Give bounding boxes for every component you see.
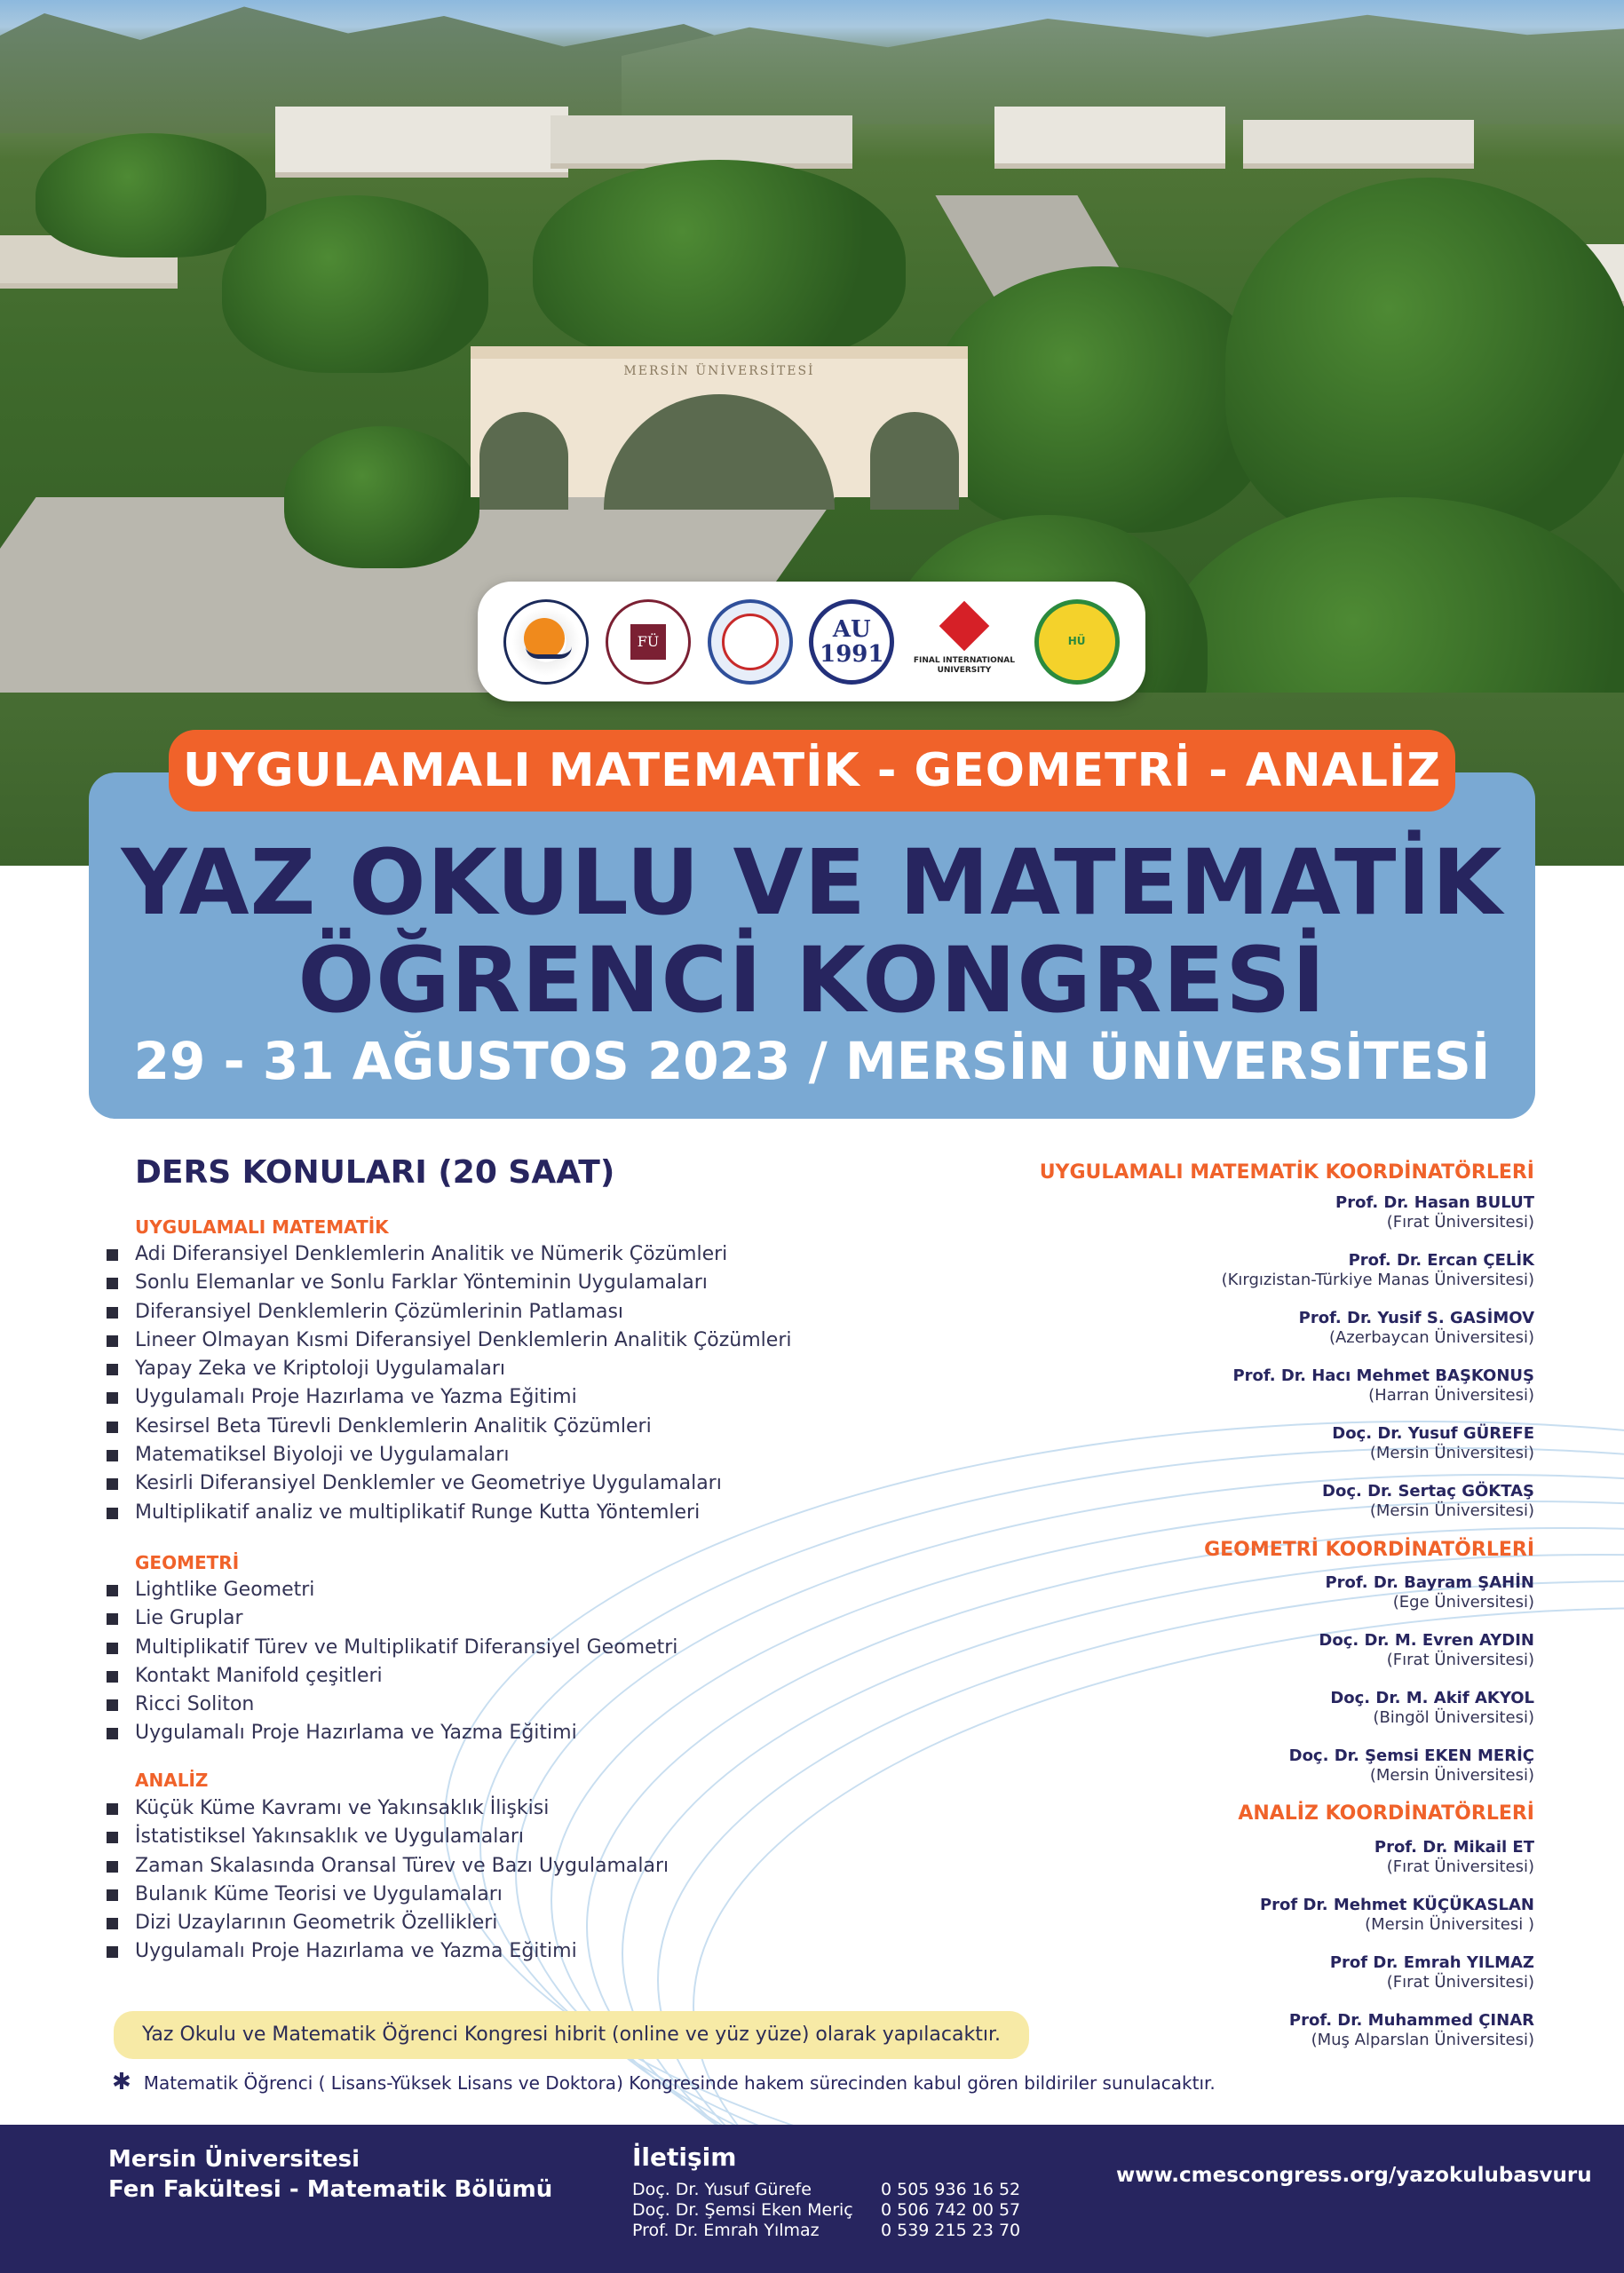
list-item bbox=[107, 1576, 677, 1604]
logo-text: AU 1991 bbox=[820, 615, 884, 668]
coordinator-entry bbox=[1289, 2011, 1534, 2050]
coordinator-university: (Mersin Üniversitesi) bbox=[1369, 1766, 1534, 1785]
coordinator-entry bbox=[1260, 1896, 1534, 1935]
topic-text: Ricci Soliton bbox=[135, 1693, 255, 1716]
logo-text: FINAL INTERNATIONAL UNIVERSITY bbox=[913, 655, 1016, 675]
campus-building bbox=[994, 107, 1225, 169]
square-bullet-icon bbox=[107, 1861, 118, 1873]
coordinator-entry bbox=[1330, 1953, 1534, 1992]
list-item bbox=[107, 1823, 669, 1851]
contact-name: Doç. Dr. Yusuf Gürefe bbox=[632, 2180, 812, 2199]
asterisk-icon: ✱ bbox=[112, 2069, 131, 2095]
analysis-topics bbox=[107, 1794, 669, 1967]
contact-phone[interactable]: 0 506 742 00 57 bbox=[881, 2200, 1021, 2220]
list-item bbox=[107, 1691, 677, 1719]
logo-firat-university bbox=[606, 599, 691, 685]
list-item bbox=[107, 1719, 677, 1747]
square-bullet-icon bbox=[107, 1249, 118, 1261]
mountain-range-right bbox=[622, 0, 1624, 124]
topic-text: Adi Diferansiyel Denklemlerin Analitik ve Nümerik Çözümleri bbox=[135, 1243, 728, 1265]
coordinator-university: (Azerbaycan Üniversitesi) bbox=[1328, 1328, 1534, 1347]
coordinator-entry bbox=[1319, 1631, 1534, 1670]
coordinator-name: Prof. Dr. Muhammed ÇINAR bbox=[1288, 2011, 1534, 2030]
coordinator-university: (Fırat Üniversitesi) bbox=[1386, 1213, 1534, 1232]
tree-cluster bbox=[932, 266, 1270, 533]
coordinator-university: (Mersin Üniversitesi) bbox=[1369, 1501, 1534, 1520]
topic-text: Multiplikatif Türev ve Multiplikatif Diferansiyel Geometri bbox=[135, 1635, 678, 1659]
tree-cluster bbox=[222, 195, 488, 373]
topic-text: Kesirli Diferansiyel Denklemler ve Geometriye Uygulamaları bbox=[135, 1472, 722, 1495]
coordinator-university: (Harran Üniversitesi) bbox=[1368, 1386, 1534, 1405]
contact-name: Doç. Dr. Şemsi Eken Meriç bbox=[632, 2200, 853, 2220]
topic-text: Uygulamalı Proje Hazırlama ve Yazma Eğitimi bbox=[135, 1386, 577, 1409]
topic-text: Dizi Uzaylarının Geometrik Özellikleri bbox=[135, 1912, 498, 1935]
coordinators-heading-geometry: GEOMETRİ KOORDİNATÖRLERİ bbox=[1204, 1539, 1534, 1561]
coordinator-university: (Mersin Üniversitesi ) bbox=[1365, 1915, 1534, 1934]
coordinator-university: (Fırat Üniversitesi) bbox=[1386, 1973, 1534, 1992]
hybrid-note: Yaz Okulu ve Matematik Öğrenci Kongresi hibrit (online ve yüz yüze) olarak yapılacaktır. bbox=[114, 2011, 1029, 2059]
coordinator-name: Prof. Dr. Hacı Mehmet BAŞKONUŞ bbox=[1232, 1366, 1534, 1385]
coordinator-name: Doç. Dr. Sertaç GÖKTAŞ bbox=[1322, 1482, 1534, 1501]
coordinator-entry bbox=[1374, 1838, 1534, 1877]
courses-heading: DERS KONULARI (20 SAAT) bbox=[135, 1154, 615, 1191]
square-bullet-icon bbox=[107, 1643, 118, 1654]
coordinator-name: Doç. Dr. M. Evren AYDIN bbox=[1319, 1631, 1534, 1650]
coordinator-university: (Fırat Üniversitesi) bbox=[1386, 1651, 1534, 1669]
list-item bbox=[107, 1634, 677, 1662]
list-item bbox=[107, 1852, 669, 1881]
gate-sign: MERSİN ÜNİVERSİTESİ bbox=[623, 364, 815, 378]
tree-cluster bbox=[36, 133, 266, 257]
square-bullet-icon bbox=[107, 1450, 118, 1461]
contact-heading: İletişim bbox=[632, 2142, 737, 2172]
subtitle-banner: UYGULAMALI MATEMATİK - GEOMETRİ - ANALİZ bbox=[169, 730, 1455, 812]
list-item bbox=[107, 1499, 791, 1527]
list-item bbox=[107, 1327, 791, 1355]
section-title-analysis: ANALİZ bbox=[135, 1770, 209, 1791]
list-item bbox=[107, 1383, 791, 1412]
coordinator-name: Prof. Dr. Mikail ET bbox=[1374, 1838, 1534, 1857]
coordinator-name: Prof Dr. Mehmet KÜÇÜKASLAN bbox=[1259, 1896, 1534, 1914]
final-emblem-icon bbox=[939, 600, 990, 651]
footer-organization bbox=[108, 2144, 552, 2205]
square-bullet-icon bbox=[107, 1508, 118, 1519]
coordinator-university: (Ege Üniversitesi) bbox=[1392, 1593, 1534, 1612]
event-date: 29 - 31 AĞUSTOS 2023 / MERSİN ÜNİVERSİTESİ bbox=[133, 1031, 1491, 1091]
topic-text: İstatistiksel Yakınsaklık ve Uygulamaları bbox=[135, 1826, 525, 1849]
coordinator-university: (Bingöl Üniversitesi) bbox=[1373, 1708, 1534, 1727]
campus-building bbox=[275, 107, 568, 178]
coordinator-university: (Kırgızistan-Türkiye Manas Üniversitesi) bbox=[1221, 1271, 1534, 1289]
coordinator-entry bbox=[1332, 1424, 1534, 1463]
topic-text: Kesirsel Beta Türevli Denklemlerin Analitik Çözümleri bbox=[135, 1414, 652, 1437]
square-bullet-icon bbox=[107, 1946, 118, 1958]
page-title bbox=[89, 830, 1535, 1034]
coordinator-name: Prof. Dr. Yusif S. GASİMOV bbox=[1298, 1309, 1534, 1327]
title-line-1: YAZ OKULU VE MATEMATİK bbox=[121, 830, 1503, 936]
topic-text: Uygulamalı Proje Hazırlama ve Yazma Eğitimi bbox=[135, 1722, 577, 1745]
coordinator-university: (Fırat Üniversitesi) bbox=[1386, 1857, 1534, 1876]
coordinator-name: Doç. Dr. Yusuf GÜREFE bbox=[1332, 1424, 1534, 1443]
coordinator-name: Prof. Dr. Ercan ÇELİK bbox=[1348, 1251, 1534, 1270]
coordinator-entry bbox=[1299, 1309, 1534, 1348]
geometry-topics bbox=[107, 1576, 677, 1748]
contact-list bbox=[632, 2180, 1020, 2241]
wave-emblem-icon bbox=[526, 646, 572, 659]
square-bullet-icon bbox=[107, 1364, 118, 1375]
topic-text: Sonlu Elemanlar ve Sonlu Farklar Yönteminin Uygulamaları bbox=[135, 1271, 708, 1295]
partner-logos bbox=[478, 582, 1145, 701]
harran-emblem-icon: HÜ bbox=[1067, 635, 1086, 647]
coordinator-name: Prof. Dr. Hasan BULUT bbox=[1335, 1193, 1534, 1212]
org-line-2: Fen Fakültesi - Matematik Bölümü bbox=[108, 2176, 553, 2203]
logo-harran-university bbox=[1034, 599, 1120, 685]
contact-row bbox=[632, 2180, 1020, 2200]
contact-phone[interactable]: 0 505 936 16 52 bbox=[881, 2180, 1021, 2199]
list-item bbox=[107, 1355, 791, 1383]
list-item bbox=[107, 1240, 791, 1269]
tree-cluster bbox=[1225, 178, 1624, 550]
square-bullet-icon bbox=[107, 1918, 118, 1929]
square-bullet-icon bbox=[107, 1671, 118, 1683]
topic-text: Multiplikatif analiz ve multiplikatif Runge Kutta Yöntemleri bbox=[135, 1501, 701, 1524]
tree-cluster bbox=[533, 160, 906, 364]
square-bullet-icon bbox=[107, 1585, 118, 1596]
campus-building bbox=[1243, 120, 1474, 169]
coordinator-name: Prof Dr. Emrah YILMAZ bbox=[1329, 1953, 1534, 1972]
topic-text: Lie Gruplar bbox=[135, 1607, 243, 1630]
gate-side-arch bbox=[870, 412, 959, 510]
coordinator-name: Doç. Dr. M. Akif AKYOL bbox=[1330, 1689, 1534, 1707]
square-bullet-icon bbox=[107, 1478, 118, 1490]
applied-math-topics bbox=[107, 1240, 791, 1527]
square-bullet-icon bbox=[107, 1889, 118, 1901]
papers-note bbox=[112, 2069, 1216, 2095]
list-item bbox=[107, 1604, 677, 1633]
coordinator-entry bbox=[1232, 1366, 1534, 1406]
logo-manas-university bbox=[708, 599, 793, 685]
list-item bbox=[107, 1298, 791, 1327]
tree-cluster bbox=[284, 426, 479, 568]
org-line-1: Mersin Üniversitesi bbox=[108, 2146, 360, 2173]
coordinator-entry bbox=[1322, 1482, 1534, 1521]
coordinator-name: Prof. Dr. Bayram ŞAHİN bbox=[1325, 1573, 1534, 1592]
logo-final-international-university bbox=[911, 599, 1018, 685]
topic-text: Bulanık Küme Teorisi ve Uygulamaları bbox=[135, 1882, 503, 1905]
coordinator-entry bbox=[1222, 1251, 1534, 1290]
university-gate bbox=[471, 346, 968, 497]
contact-row bbox=[632, 2200, 1020, 2221]
gate-side-arch bbox=[479, 412, 568, 510]
square-bullet-icon bbox=[107, 1335, 118, 1347]
papers-note-text: Matematik Öğrenci ( Lisans-Yüksek Lisans ve Doktora) Kongresinde hakem sürecinden kabul gören bildiriler sunulacaktır. bbox=[143, 2072, 1216, 2094]
contact-row bbox=[632, 2221, 1020, 2241]
manas-emblem-icon bbox=[722, 614, 779, 670]
square-bullet-icon bbox=[107, 1728, 118, 1739]
list-item bbox=[107, 1662, 677, 1691]
list-item bbox=[107, 1441, 791, 1469]
square-bullet-icon bbox=[107, 1803, 118, 1815]
topic-text: Küçük Küme Kavramı ve Yakınsaklık İlişkisi bbox=[135, 1797, 550, 1819]
topic-text: Lineer Olmayan Kısmi Diferansiyel Denklemlerin Analitik Çözümleri bbox=[135, 1328, 792, 1351]
coordinator-university: (Mersin Üniversitesi) bbox=[1369, 1444, 1534, 1462]
firat-emblem-icon: FÜ bbox=[630, 624, 666, 660]
list-item bbox=[107, 1469, 791, 1498]
topic-text: Lightlike Geometri bbox=[135, 1579, 315, 1601]
topic-text: Yapay Zeka ve Kriptoloji Uygulamaları bbox=[135, 1358, 506, 1381]
contact-phone[interactable]: 0 539 215 23 70 bbox=[881, 2221, 1021, 2240]
coordinator-entry bbox=[1325, 1573, 1534, 1612]
coordinator-entry bbox=[1330, 1689, 1534, 1728]
coordinator-entry bbox=[1289, 1746, 1534, 1786]
coordinators-heading-analysis: ANALİZ KOORDİNATÖRLERİ bbox=[1238, 1802, 1534, 1825]
topic-text: Matematiksel Biyoloji ve Uygulamaları bbox=[135, 1444, 510, 1467]
title-line-2: ÖĞRENCİ KONGRESİ bbox=[297, 928, 1327, 1034]
list-item bbox=[107, 1269, 791, 1297]
list-item bbox=[107, 1881, 669, 1909]
square-bullet-icon bbox=[107, 1392, 118, 1404]
topic-text: Uygulamalı Proje Hazırlama ve Yazma Eğitimi bbox=[135, 1940, 577, 1963]
contact-name: Prof. Dr. Emrah Yılmaz bbox=[632, 2221, 820, 2240]
list-item bbox=[107, 1937, 669, 1966]
section-title-geometry: GEOMETRİ bbox=[135, 1552, 240, 1573]
coordinator-entry bbox=[1335, 1193, 1534, 1232]
coordinators-heading-applied-math: UYGULAMALI MATEMATİK KOORDİNATÖRLERİ bbox=[1039, 1161, 1534, 1184]
square-bullet-icon bbox=[107, 1832, 118, 1843]
topic-text: Kontakt Manifold çeşitleri bbox=[135, 1664, 383, 1687]
topic-text: Zaman Skalasında Oransal Türev ve Bazı Uygulamaları bbox=[135, 1854, 669, 1877]
list-item bbox=[107, 1413, 791, 1441]
list-item bbox=[107, 1794, 669, 1823]
square-bullet-icon bbox=[107, 1422, 118, 1433]
footer bbox=[0, 2125, 1624, 2273]
square-bullet-icon bbox=[107, 1613, 118, 1625]
application-url-link[interactable]: www.cmescongress.org/yazokulubasvuru bbox=[1116, 2164, 1592, 2187]
square-bullet-icon bbox=[107, 1307, 118, 1319]
section-title-applied-math: UYGULAMALI MATEMATİK bbox=[135, 1216, 389, 1238]
coordinator-name: Doç. Dr. Şemsi EKEN MERİÇ bbox=[1288, 1746, 1534, 1765]
square-bullet-icon bbox=[107, 1278, 118, 1289]
list-item bbox=[107, 1909, 669, 1937]
logo-mersin-university bbox=[503, 599, 589, 685]
square-bullet-icon bbox=[107, 1699, 118, 1711]
coordinator-university: (Muş Alparslan Üniversitesi) bbox=[1311, 2031, 1534, 2049]
logo-azerbaijan-university bbox=[809, 599, 894, 685]
topic-text: Diferansiyel Denklemlerin Çözümlerinin Patlaması bbox=[135, 1300, 624, 1323]
gate-main-arch bbox=[604, 394, 835, 510]
